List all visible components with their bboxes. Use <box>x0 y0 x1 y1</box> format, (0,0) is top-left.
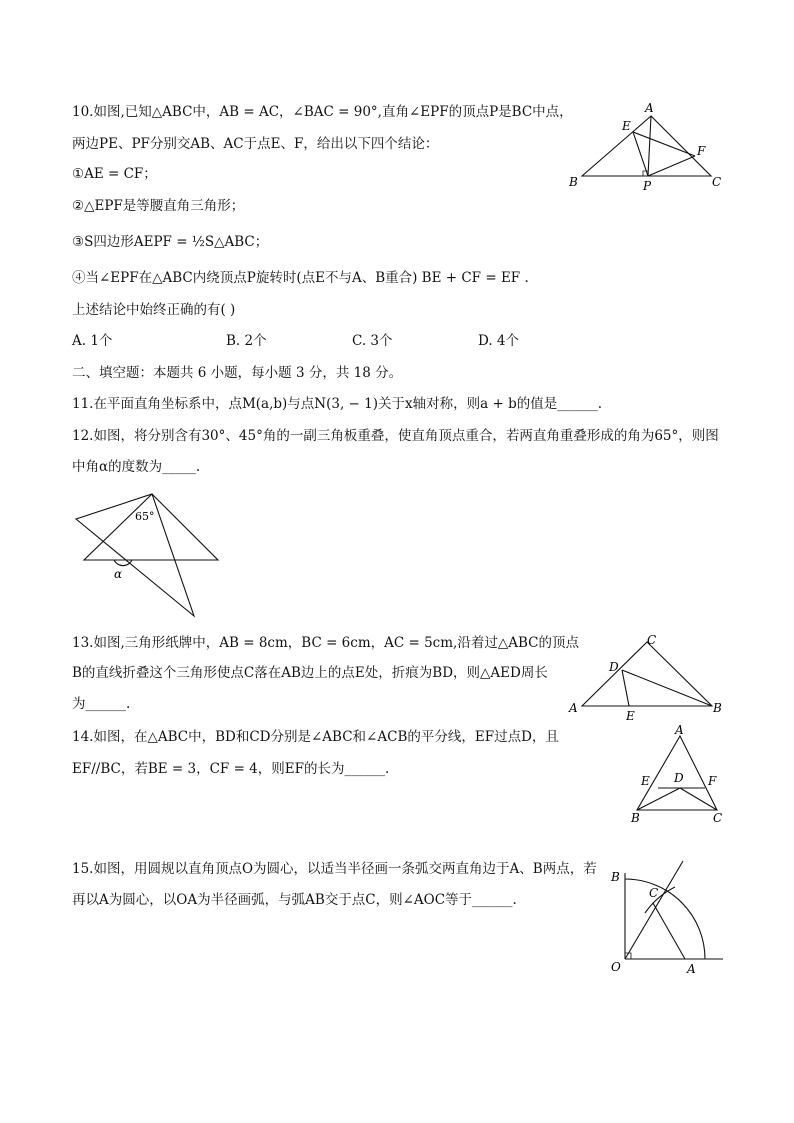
segment-ap <box>648 116 651 176</box>
label-d: D <box>674 771 684 785</box>
q15-line2: 再以A为圆心，以OA为半径画弧，与弧AB交于点C，则∠AOC等于______. <box>72 892 517 908</box>
q14-line2: EF//BC，若BE = 3，CF = 4，则EF的长为______. <box>72 761 390 777</box>
fold-line-bd <box>622 670 712 706</box>
label-a: A <box>675 723 684 737</box>
triangle-abc <box>582 642 712 706</box>
label-b: B <box>611 870 620 884</box>
segment-de <box>622 670 629 706</box>
q10-question: 上述结论中始终正确的有( ) <box>72 302 236 318</box>
q15-compass-figure <box>605 855 730 980</box>
q10-conclusion-3: ③S四边形AEPF = ½S△ABC； <box>72 234 269 250</box>
q15-line1: 15.如图，用圆规以直角顶点O为圆心，以适当半径画一条弧交两直角边于A、B两点，若 <box>72 861 597 877</box>
set-square-45 <box>84 494 218 560</box>
label-d: D <box>609 660 619 674</box>
label-p: P <box>643 179 652 193</box>
q10-option-d[interactable]: D. 4个 <box>478 333 520 349</box>
q12-set-squares-figure <box>70 488 220 618</box>
label-a: A <box>645 101 654 115</box>
segment-pf <box>648 156 695 176</box>
q12-line1: 12.如图，将分别含有30°、45°角的一副三角板重叠，使直角顶点重合，若两直角重叠形成的角为65°，则图 <box>72 428 719 444</box>
q10-triangle-figure <box>565 100 735 195</box>
label-c: C <box>712 175 722 189</box>
q13-line3: 为______. <box>72 696 131 712</box>
q10-option-a[interactable]: A. 1个 <box>72 333 113 349</box>
q13-line1: 13.如图,三角形纸牌中，AB = 8cm，BC = 6cm，AC = 5cm,沿着过△ABC的顶点 <box>72 635 579 651</box>
q10-conclusion-2: ②△EPF是等腰直角三角形； <box>72 198 245 214</box>
label-a: A <box>687 962 696 976</box>
q10-line1: 10.如图,已知△ABC中，AB = AC，∠BAC = 90°,直角∠EPF的顶点P是BC中点， <box>72 104 573 120</box>
label-c: C <box>649 886 659 900</box>
q10-option-b[interactable]: B. 2个 <box>226 333 267 349</box>
label-e: E <box>626 709 635 723</box>
label-o: O <box>611 960 621 974</box>
label-a: A <box>569 701 578 715</box>
angle-65-label: 65° <box>135 510 155 523</box>
label-b: B <box>713 701 722 715</box>
label-b: B <box>631 811 640 825</box>
label-f: F <box>708 774 717 788</box>
section-2-heading: 二、填空题：本题共 6 小题，每小题 3 分，共 18 分。 <box>72 365 403 381</box>
label-e: E <box>641 774 650 788</box>
triangle-abc <box>582 116 711 176</box>
q13-line2: B的直线折叠这个三角形使点C落在AB边上的点E处，折痕为BD，则△AED周长 <box>72 665 548 681</box>
q10-option-c[interactable]: C. 3个 <box>352 333 393 349</box>
label-c: C <box>647 633 657 647</box>
q12-line2: 中角α的度数为_____. <box>72 459 201 475</box>
segment-ef <box>633 132 695 156</box>
q10-conclusion-4: ④当∠EPF在△ABC内绕顶点P旋转时(点E不与A、B重合) BE + CF = EF . <box>72 270 529 286</box>
label-c: C <box>713 811 723 825</box>
q14-line1: 14.如图，在△ABC中，BD和CD分别是∠ABC和∠ACB的平分线，EF过点D，且 <box>72 729 559 745</box>
q10-line2: 两边PE、PF分别交AB、AC于点E、F，给出以下四个结论： <box>72 136 439 152</box>
label-f: F <box>697 144 706 158</box>
q14-bisector-figure <box>625 722 730 827</box>
q13-fold-figure <box>565 630 735 725</box>
segment-pe <box>633 132 648 176</box>
segment-ac <box>653 903 685 959</box>
q11-text: 11.在平面直角坐标系中，点M(a,b)与点N(3, − 1)关于x轴对称，则a + b的值是______. <box>72 396 603 412</box>
ray-oc <box>625 861 683 959</box>
label-e: E <box>622 119 631 133</box>
alpha-label: α <box>114 567 123 581</box>
q10-conclusion-1: ①AE = CF； <box>72 166 157 182</box>
label-b: B <box>569 175 578 189</box>
